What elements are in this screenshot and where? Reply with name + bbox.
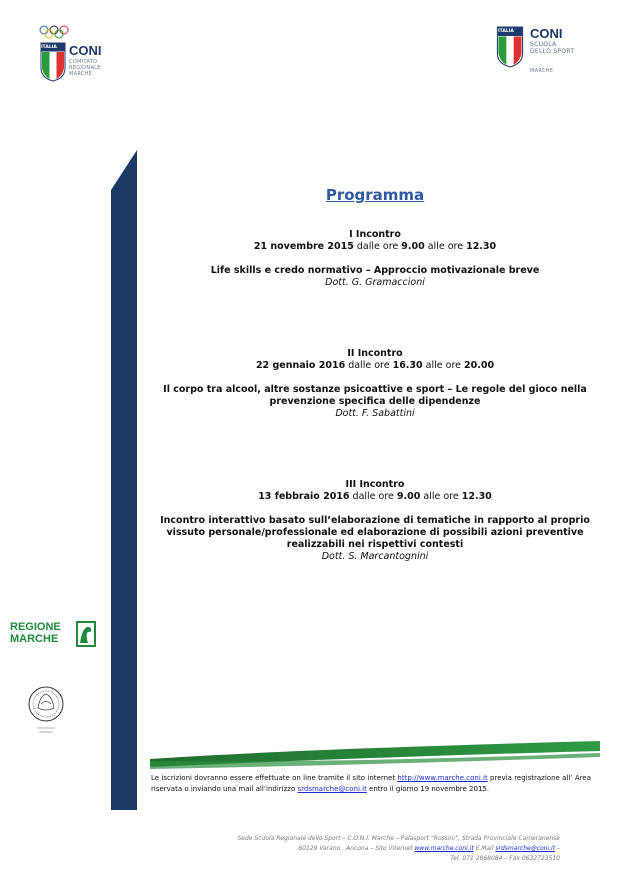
session-datetime: 22 gennaio 2016 dalle ore 16.30 alle ore 20.00 [255,360,495,371]
footer-site-link[interactable]: www.marche.coni.it [414,845,474,852]
university-seal-icon [26,684,66,740]
session-label: II Incontro [347,348,403,359]
session-block-1 [150,229,600,289]
website-link[interactable]: http://www.marche.coni.it [397,774,488,782]
footer-email-link[interactable]: srdsmarche@coni.it [495,845,556,852]
session-block-2 [150,348,600,420]
olympic-rings-icon [38,25,72,39]
session-topic: Life skills e credo normativo – Approccio motivazionale breve [210,265,540,276]
regione-marche-logo [10,619,96,653]
registration-notice: Le iscrizioni dovranno essere effettuate on line tramite il sito internet http://www.marche.coni.it previa registrazione all’ Area riservata o inviando una mail all’indirizzo srdsmarche@coni.it entro il giorno 19 novembre 2015. [151,774,592,793]
footer-address: Sede Scuola Regionale dello Sport – C.O.N.I. Marche – Palasport “Rossini”, Strada Provinciale Cameranense 60129 Varano . Ancona – Sito internet www.marche.coni.it E.Mail srdsmarche@coni.it – Tel. 071 2868084 – Fax 0632723510 [237,835,560,862]
page-title: Programma [325,186,425,204]
session-datetime: 21 novembre 2015 dalle ore 9.00 alle ore 12.30 [253,241,497,252]
session-label: I Incontro [349,229,401,240]
coni-regional-logo [36,22,116,86]
coni-name: CONI [69,43,102,58]
badge-label: ITALIA [498,29,514,34]
session-label: III Incontro [345,479,405,490]
session-block-3 [150,479,600,563]
email-link[interactable]: srdsmarche@coni.it [297,785,367,793]
decorative-green-swoosh [150,737,600,771]
session-speaker: Dott. G. Gramaccioni [325,277,425,288]
coni-subtitle: COMITATO REGIONALE MARCHE [69,59,101,77]
badge-label: ITALIA [41,45,57,50]
school-subtitle: SCUOLA DELLO SPORT [530,41,575,55]
coni-school-logo [492,26,602,82]
session-speaker: Dott. S. Marcantognini [321,551,429,562]
school-region: MARCHE [530,68,554,74]
regione-emblem-icon [76,621,96,647]
decorative-vertical-bar [111,150,137,810]
coni-name: CONI [530,26,563,41]
session-speaker: Dott. F. Sabattini [335,408,415,419]
session-topic: Incontro interattivo basato sull’elaborazione di tematiche in rapporto al proprio vissuto personale/professionale ed elaborazione di possibili azioni preventive realizzabili nei rispettivi contesti [160,515,590,550]
session-datetime: 13 febbraio 2016 dalle ore 9.00 alle ore 12.30 [258,491,492,502]
session-topic: Il corpo tra alcool, altre sostanze psicoattive e sport – Le regole del gioco nella prevenzione specifica delle dipendenze [163,384,587,407]
regione-wordmark: REGIONE MARCHE [10,621,61,645]
